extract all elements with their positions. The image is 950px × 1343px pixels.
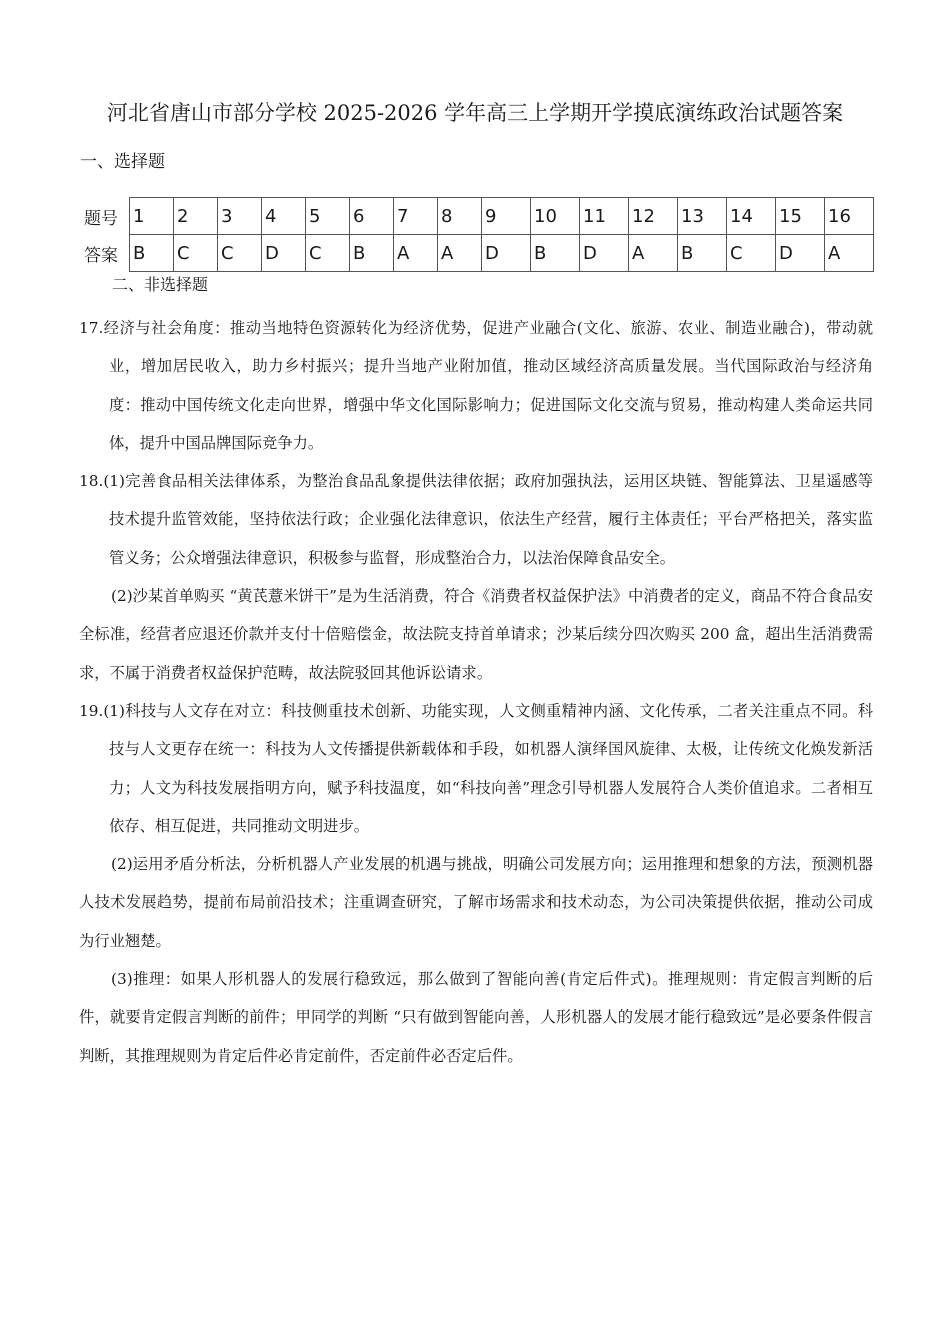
row-label-answers: 答案 — [84, 245, 118, 266]
question-number: 9 — [482, 198, 531, 235]
answer-table — [80, 197, 874, 272]
answer-cell: A — [825, 235, 874, 272]
section-heading-choice: 一、选择题 — [80, 152, 165, 172]
answer-cell: C — [727, 235, 776, 272]
question-number: 12 — [629, 198, 678, 235]
answer-q19-part2: (2)运用矛盾分析法，分析机器人产业发展的机遇与挑战，明确公司发展方向；运用推理和想象的方法，预测机器人技术发展趋势，提前布局前沿技术；注重调查研究，了解市场需求和技术动态，为公司决策提供依据，推动公司成为行业翘楚。 — [79, 855, 873, 950]
answer-cell: D — [262, 235, 306, 272]
question-number: 14 — [727, 198, 776, 235]
question-number: 10 — [531, 198, 580, 235]
answer-cell: B — [130, 235, 174, 272]
answer-cell: C — [306, 235, 350, 272]
answer-q18-part1: 18.(1)完善食品相关法律体系，为整治食品乱象提供法律依据；政府加强执法，运用区块链、智能算法、卫星遥感等技术提升监管效能，坚持依法行政；企业强化法律意识，依法生产经营，履行主体责任；平台严格把关，落实监管义务；公众增强法律意识，积极参与监督，形成整治合力，以法治保障食品安全。 — [79, 472, 873, 567]
question-number: 3 — [218, 198, 262, 235]
answer-cell: D — [482, 235, 531, 272]
answer-cell: D — [580, 235, 629, 272]
answer-cell: C — [218, 235, 262, 272]
answer-q17: 17.经济与社会角度：推动当地特色资源转化为经济优势，促进产业融合(文化、旅游、农业、制造业融合)，带动就业，增加居民收入，助力乡村振兴；提升当地产业附加值，推动区域经济高质量发展。当代国际政治与经济角度：推动中国传统文化走向世界，增强中华文化国际影响力；促进国际文化交流与贸易，推动构建人类命运共同体，提升中国品牌国际竞争力。 — [79, 319, 873, 452]
answer-cell: A — [629, 235, 678, 272]
section-heading-nonchoice: 二、非选择题 — [112, 275, 209, 294]
question-number: 15 — [776, 198, 825, 235]
answer-cell: C — [174, 235, 218, 272]
answer-content — [79, 309, 873, 1075]
question-number: 2 — [174, 198, 218, 235]
number-row — [80, 198, 874, 235]
question-number: 16 — [825, 198, 874, 235]
question-number: 6 — [350, 198, 394, 235]
answer-q18-part2: (2)沙某首单购买 “黄芪薏米饼干”是为生活消费，符合《消费者权益保护法》中消费者的定义，商品不符合食品安全标准，经营者应退还价款并支付十倍赔偿金，故法院支持首单请求；沙某后续分四次购买 200 盒，超出生活消费需求，不属于消费者权益保护范畴，故法院驳回其他诉讼请求。 — [79, 587, 873, 682]
page-title: 河北省唐山市部分学校 2025-2026 学年高三上学期开学摸底演练政治试题答案 — [106, 101, 844, 125]
answer-cell: B — [531, 235, 580, 272]
question-number: 5 — [306, 198, 350, 235]
question-number: 1 — [130, 198, 174, 235]
question-number: 7 — [394, 198, 438, 235]
question-number: 8 — [438, 198, 482, 235]
question-number: 4 — [262, 198, 306, 235]
answer-cell: B — [678, 235, 727, 272]
question-number: 11 — [580, 198, 629, 235]
answer-row — [80, 235, 874, 272]
answer-cell: D — [776, 235, 825, 272]
answer-cell: A — [394, 235, 438, 272]
answer-q19-part1: 19.(1)科技与人文存在对立：科技侧重技术创新、功能实现，人文侧重精神内涵、文化传承，二者关注重点不同。科技与人文更存在统一：科技为人文传播提供新载体和手段，如机器人演绎国风旋律、太极，让传统文化焕发新活力；人文为科技发展指明方向，赋予科技温度，如“科技向善”理念引导机器人发展符合人类价值追求。二者相互依存、相互促进，共同推动文明进步。 — [79, 701, 873, 835]
answer-cell: B — [350, 235, 394, 272]
question-number: 13 — [678, 198, 727, 235]
answer-q19-part3: (3)推理：如果人形机器人的发展行稳致远，那么做到了智能向善(肯定后件式)。推理规则：肯定假言判断的后件，就要肯定假言判断的前件；甲同学的判断 “只有做到智能向善，人形机器人的发展才能行稳致远”是必要条件假言判断，其推理规则为肯定后件必肯定前件，否定前件必否定后件。 — [79, 970, 873, 1065]
answer-cell: A — [438, 235, 482, 272]
row-label-numbers: 题号 — [84, 208, 118, 229]
